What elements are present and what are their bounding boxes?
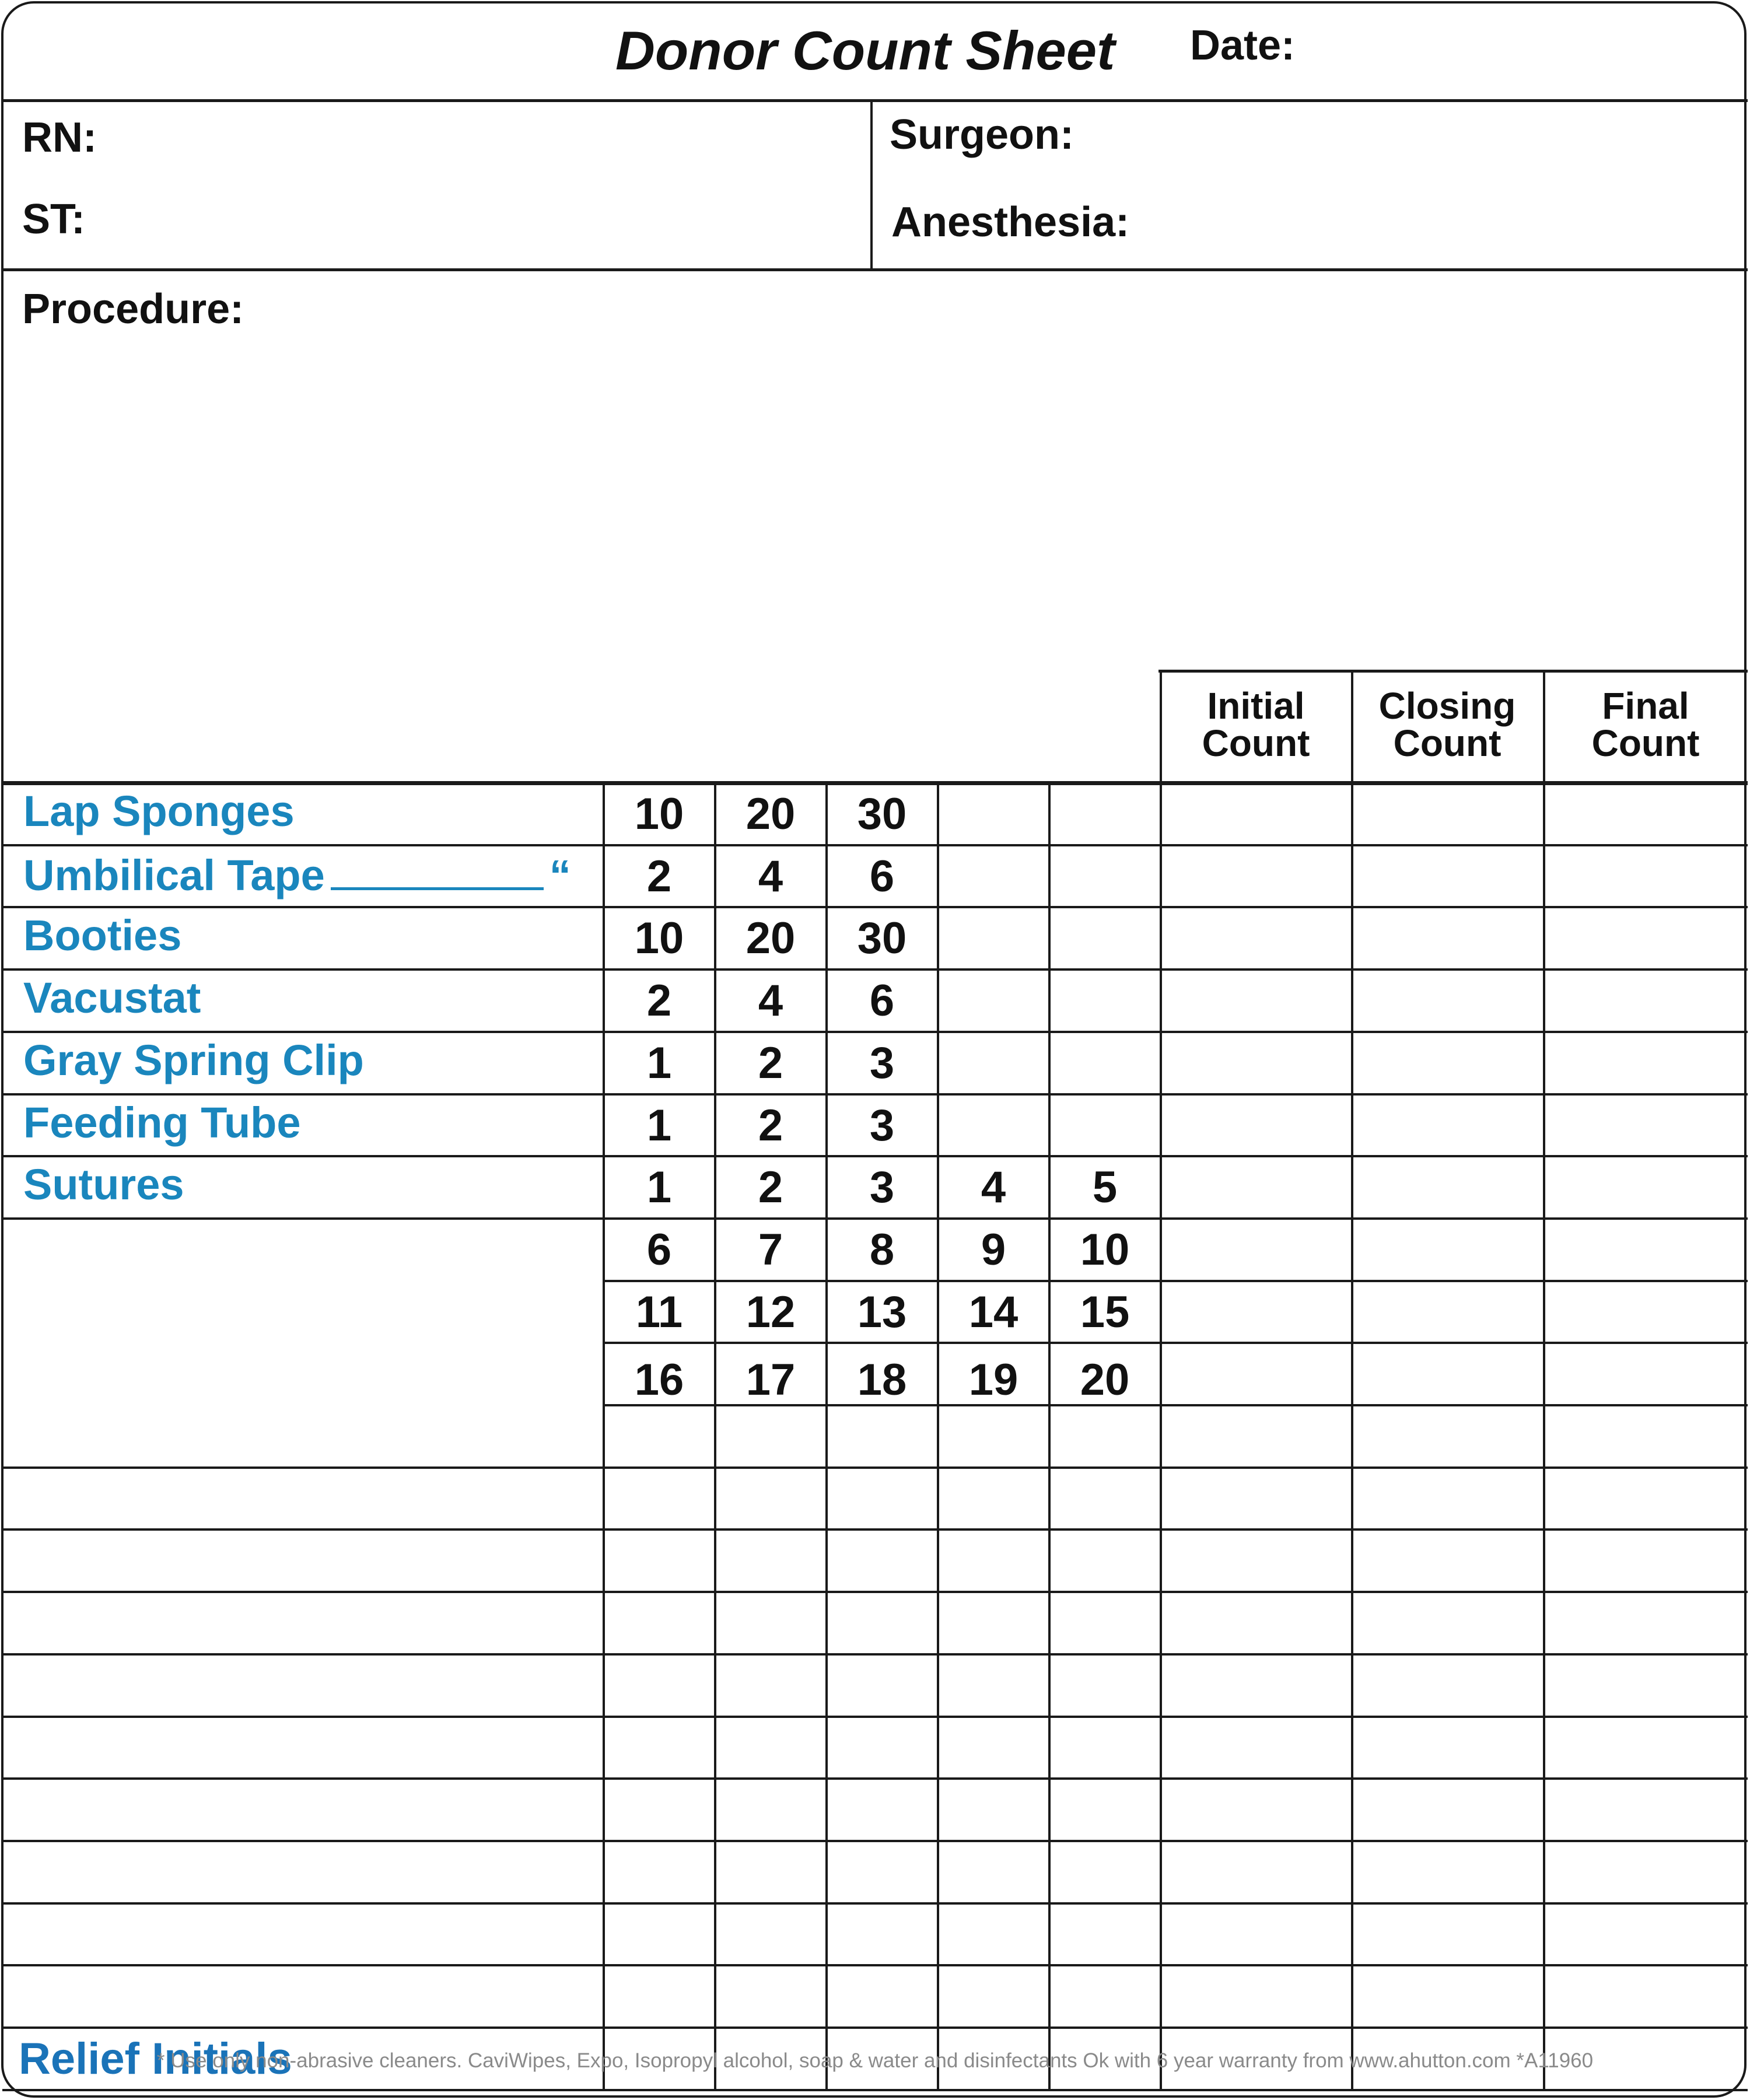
count-number: 20 [746,789,796,839]
count-number: 10 [634,789,684,839]
table-row-line [2,844,1748,846]
suture-number: 16 [634,1355,684,1405]
item-label [23,911,182,960]
warranty-footer: * Use only non-abrasive cleaners. CaviWipes, Expo, Isopropyl alcohol, soap & water and disinfectants Ok with 6 year warranty from www.ahutton.com *A11960 [156,2049,1594,2072]
relief-initials-label: Relief Initials [19,2034,292,2084]
count-number: 1 [646,1038,672,1088]
table-row-line [2,906,1748,908]
table-col-line [1543,782,1545,2089]
table-row-line [603,1342,1748,1344]
count-number: 6 [869,851,895,901]
table-row-line [2,1031,1748,1033]
suture-number: 14 [968,1287,1019,1337]
item-name: Gray Spring Clip [23,1035,364,1084]
suture-number: 18 [857,1355,907,1405]
table-col-line [1048,782,1051,2089]
table-row-line [2,1155,1748,1157]
suture-number: 10 [1080,1224,1130,1275]
table-row-line [2,1716,1748,1718]
divider [1160,671,1162,782]
item-name: Feeding Tube [23,1098,301,1147]
suture-number: 2 [758,1163,783,1213]
count-number: 2 [758,1038,783,1088]
suture-number: 19 [968,1355,1019,1405]
procedure-label: Procedure: [22,286,244,332]
table-row-line [2,1777,1748,1780]
suture-number: 12 [746,1287,796,1337]
table-col-line [1351,782,1353,2089]
divider [1543,671,1545,782]
divider [2,99,1748,102]
count-number: 3 [869,1038,895,1088]
table-row-line [2,1964,1748,1966]
count-number: 1 [646,1100,672,1150]
st-label: ST: [22,196,85,243]
suture-number: 9 [981,1224,1006,1275]
suture-number: 13 [857,1287,907,1337]
rn-label: RN: [22,114,97,161]
count-number: 20 [746,914,796,964]
count-number: 3 [869,1100,895,1150]
item-name: Lap Sponges [23,787,295,835]
suture-number: 11 [635,1287,683,1337]
item-name: Vacustat [23,974,201,1023]
suture-number: 1 [646,1163,672,1213]
initial-count-header: Initial Count [1202,685,1310,764]
anesthesia-label: Anesthesia: [891,199,1130,246]
suture-number: 17 [746,1355,796,1405]
count-number: 2 [758,1100,783,1150]
suture-number: 15 [1080,1287,1130,1337]
item-label [23,1035,364,1084]
item-name: Umbilical Tape [23,850,325,900]
table-bottom-rule [2,2089,1748,2091]
table-top-rule [2,781,1748,785]
suture-number: 8 [869,1224,895,1275]
table-row-line [2,2027,1748,2029]
table-row-line [2,1840,1748,1842]
divider [870,100,873,270]
count-number: 4 [758,851,783,901]
divider [1351,671,1353,782]
tape-length-blank[interactable] [331,852,544,890]
table-row-line [2,1093,1748,1096]
count-number: 10 [634,914,684,964]
sutures-label: Sutures [23,1160,184,1209]
item-label [23,1098,301,1147]
table-col-line [714,782,716,2089]
count-number: 2 [646,976,672,1026]
table-col-line [1160,782,1162,2089]
sheet-title: Donor Count Sheet [615,20,1115,81]
closing-count-header: Closing Count [1378,685,1516,764]
table-row-line [2,1217,1748,1220]
table-row-line [2,1902,1748,1905]
divider [2,268,1748,271]
table-row-line [2,1528,1748,1531]
suture-number: 7 [758,1224,783,1275]
table-row-line [603,1280,1748,1282]
suture-number: 20 [1080,1355,1130,1405]
table-row-line [2,1653,1748,1656]
inch-mark: “ [549,850,571,900]
table-row-line [2,968,1748,971]
item-name: Booties [23,911,182,960]
divider [1158,670,1748,673]
count-number: 4 [758,976,783,1026]
suture-number: 6 [646,1224,672,1275]
table-col-line [603,782,605,2089]
surgeon-label: Surgeon: [890,111,1074,158]
count-number: 6 [869,976,895,1026]
suture-number: 4 [981,1163,1006,1213]
item-label [23,787,295,835]
suture-number: 5 [1092,1163,1118,1213]
table-row-line [2,1466,1748,1469]
count-number: 2 [646,851,672,901]
count-number: 30 [857,789,907,839]
table-col-line [937,782,939,2089]
item-label [23,850,571,900]
date-label: Date: [1190,22,1296,69]
suture-number: 3 [869,1163,895,1213]
table-row-line [2,1591,1748,1593]
item-label [23,974,201,1023]
final-count-header: Final Count [1591,685,1700,764]
table-col-line [825,782,828,2089]
count-number: 30 [857,914,907,964]
